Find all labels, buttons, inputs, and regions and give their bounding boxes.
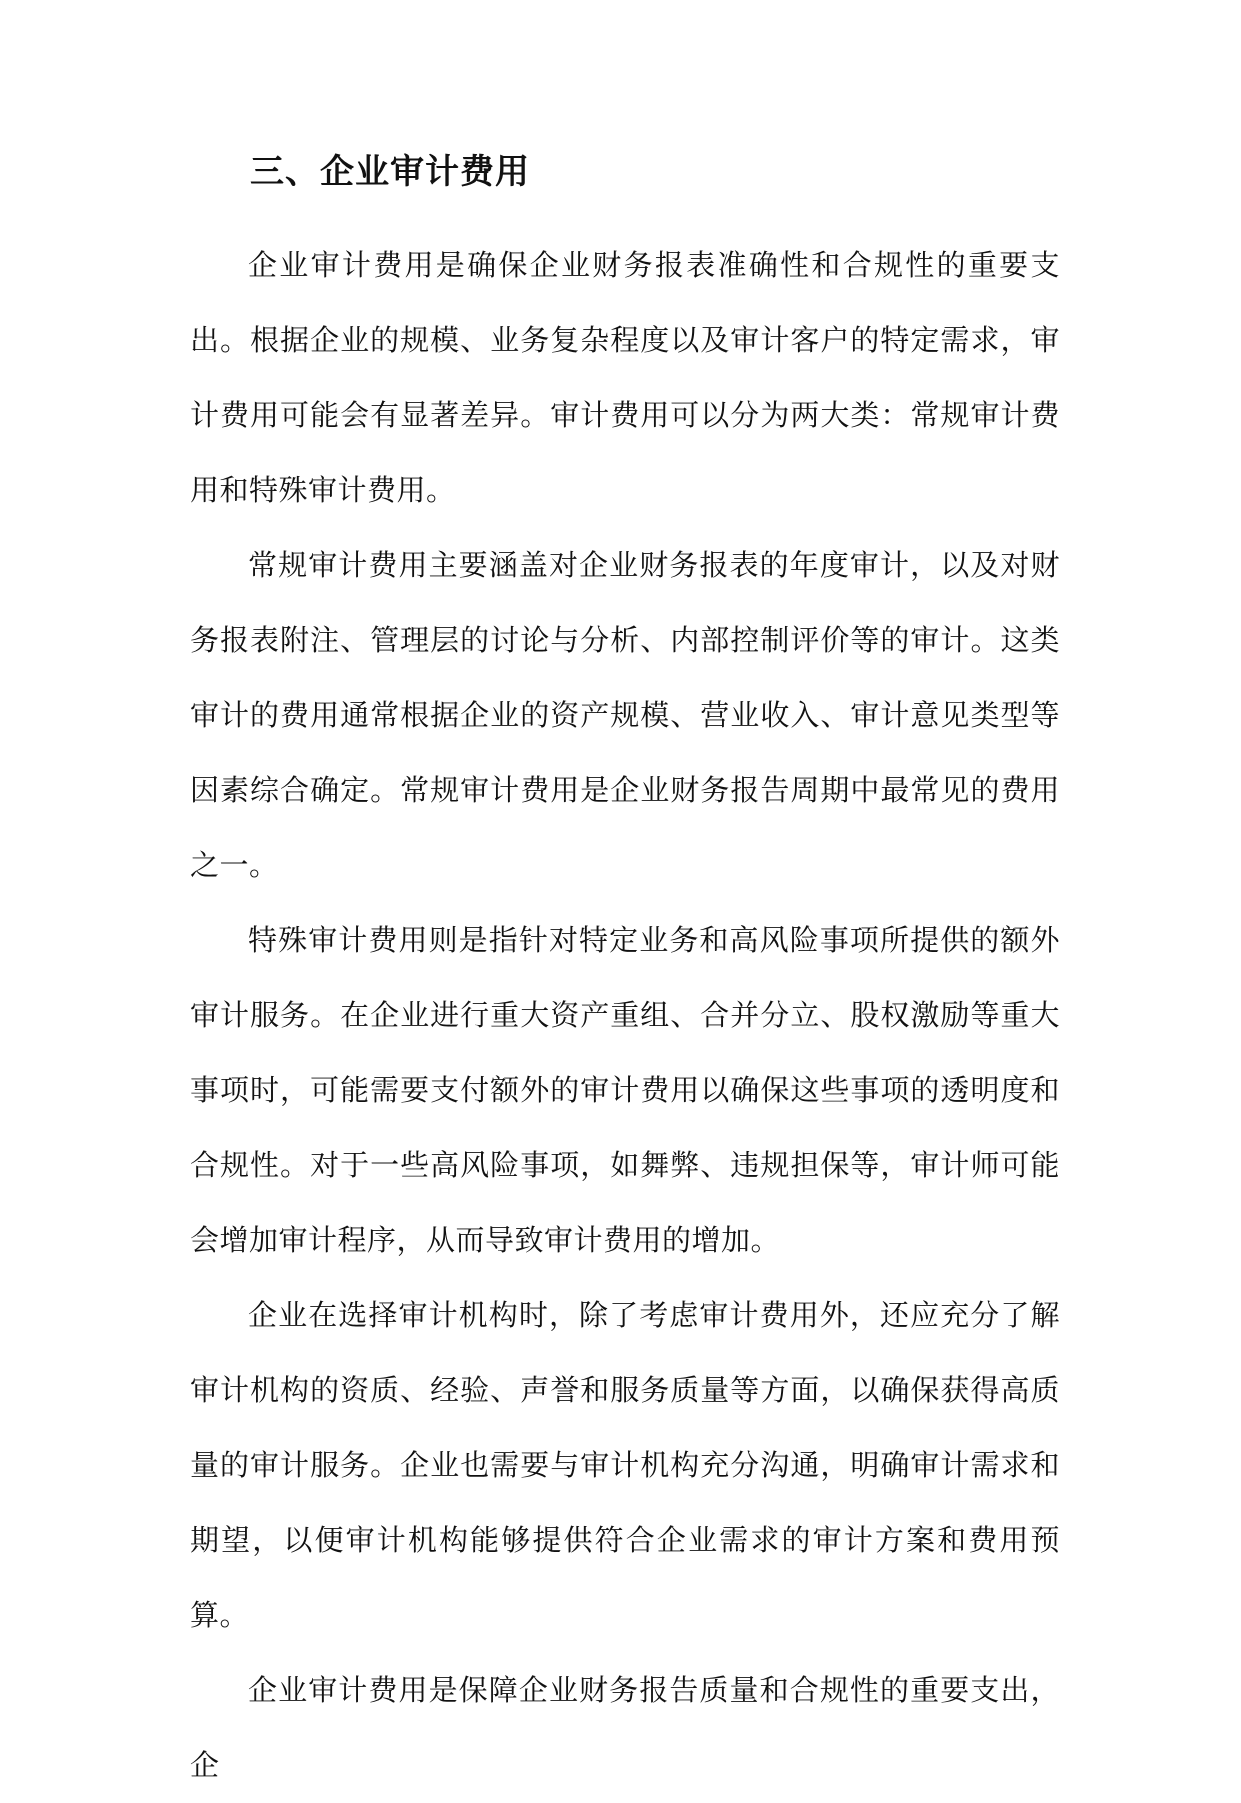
paragraph-special-audit: 特殊审计费用则是指针对特定业务和高风险事项所提供的额外审计服务。在企业进行重大资产重组、合并分立、股权激励等重大事项时，可能需要支付额外的审计费用以确保这些事项的透明度和合规性。对于一些高风险事项，如舞弊、违规担保等，审计师可能会增加审计程序，从而导致审计费用的增加。: [190, 923, 1060, 1257]
document-body: [190, 228, 1060, 1803]
paragraph-choosing-auditor: 企业在选择审计机构时，除了考虑审计费用外，还应充分了解审计机构的资质、经验、声誉和服务质量等方面，以确保获得高质量的审计服务。企业也需要与审计机构充分沟通，明确审计需求和期望，以便审计机构能够提供符合企业需求的审计方案和费用预算。: [190, 1298, 1060, 1632]
paragraph-intro: 企业审计费用是确保企业财务报表准确性和合规性的重要支出。根据企业的规模、业务复杂程度以及审计客户的特定需求，审计费用可能会有显著差异。审计费用可以分为两大类：常规审计费用和特殊审计费用。: [190, 248, 1060, 507]
section-title: 三、企业审计费用: [250, 152, 530, 192]
paragraph-regular-audit: 常规审计费用主要涵盖对企业财务报表的年度审计，以及对财务报表附注、管理层的讨论与分析、内部控制评价等的审计。这类审计的费用通常根据企业的资产规模、营业收入、审计意见类型等因素综合确定。常规审计费用是企业财务报告周期中最常见的费用之一。: [190, 548, 1060, 882]
paragraph-summary: 企业审计费用是保障企业财务报告质量和合规性的重要支出，企: [190, 1673, 1060, 1782]
